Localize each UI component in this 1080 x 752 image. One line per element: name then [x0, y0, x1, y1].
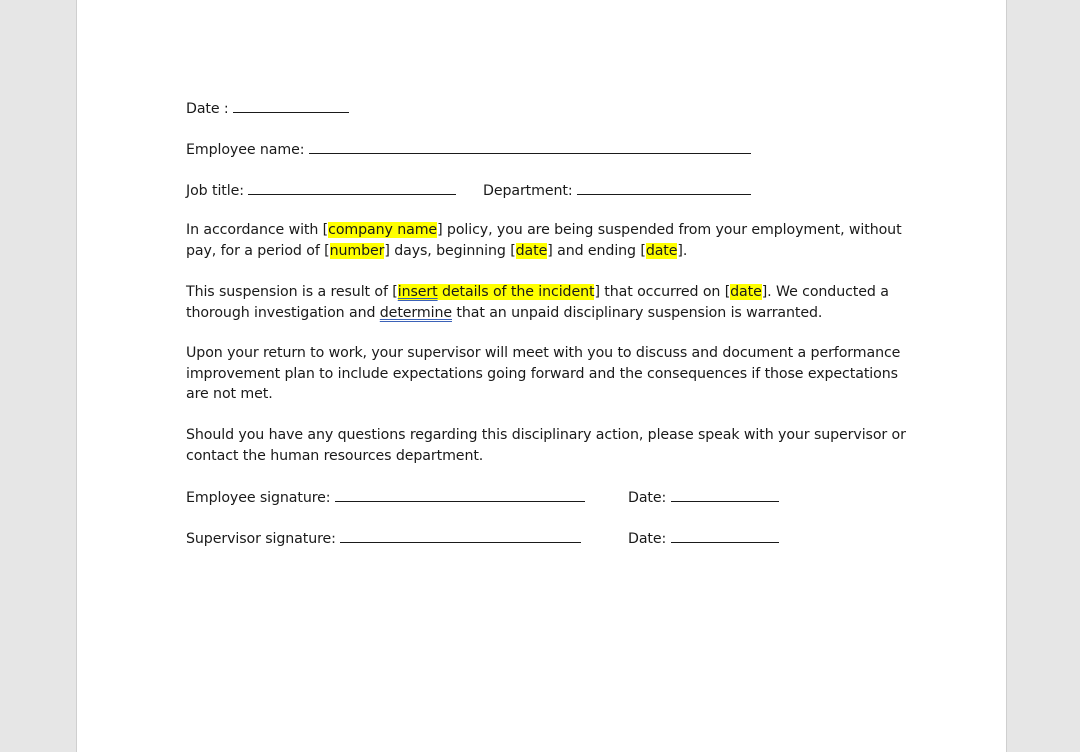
- employee-signature-label: Employee signature:: [186, 490, 331, 506]
- employee-name-row: [186, 139, 751, 161]
- placeholder-incident-rest: details of the incident: [437, 284, 595, 300]
- employee-signature-row: [186, 487, 906, 509]
- p1-text-5: ].: [677, 242, 688, 259]
- date-row: [186, 98, 349, 120]
- p2-text-1: This suspension is a result of [: [186, 284, 398, 300]
- placeholder-end-date: date: [645, 242, 678, 259]
- employee-signature-date-blank[interactable]: [671, 487, 779, 502]
- placeholder-start-date: date: [515, 242, 548, 259]
- employee-signature-date-label: Date:: [628, 490, 667, 506]
- date-blank[interactable]: [233, 98, 349, 113]
- supervisor-signature-label: Supervisor signature:: [186, 531, 336, 547]
- department-group: [483, 180, 751, 202]
- document-page: [76, 0, 1007, 752]
- paragraph-suspension-terms: [186, 220, 906, 261]
- placeholder-number: number: [329, 242, 385, 259]
- department-blank[interactable]: [577, 180, 751, 195]
- placeholder-incident-date: date: [730, 284, 762, 300]
- supervisor-signature-blank[interactable]: [340, 528, 581, 543]
- supervisor-signature-date-group: [628, 528, 779, 550]
- date-label: Date :: [186, 101, 229, 117]
- employee-name-label: Employee name:: [186, 142, 305, 158]
- paragraph-incident: [186, 282, 906, 323]
- supervisor-signature-date-blank[interactable]: [671, 528, 779, 543]
- employee-signature-blank[interactable]: [335, 487, 585, 502]
- paragraph-return-to-work: Upon your return to work, your supervisor will meet with you to discuss and document a performance improvement plan to include expectations going forward and the consequences if those expectations are not met.: [186, 345, 901, 403]
- employee-signature-date-group: [628, 487, 779, 509]
- employee-name-blank[interactable]: [309, 139, 751, 154]
- p1-text-4: ] and ending [: [547, 242, 646, 259]
- job-title-blank[interactable]: [248, 180, 456, 195]
- placeholder-company-name: company name: [328, 222, 438, 238]
- placeholder-incident-details: [398, 284, 595, 300]
- placeholder-incident-word: insert: [397, 284, 438, 300]
- job-title-label: Job title:: [186, 183, 244, 199]
- p2-text-4: that an unpaid disciplinary suspension is warranted.: [451, 304, 823, 321]
- p1-text-1: In accordance with [: [186, 222, 329, 238]
- p1-text-2: ] policy, you are being suspended from your employment, without pay, for a period of [: [186, 222, 902, 259]
- supervisor-signature-row: [186, 528, 906, 550]
- job-title-row: [186, 180, 906, 202]
- paragraph-questions: Should you have any questions regarding this disciplinary action, please speak with your supervisor or contact the human resources department.: [186, 427, 906, 464]
- grammar-flag-determine: determine: [379, 304, 452, 321]
- p1-text-3: ] days, beginning [: [384, 242, 516, 259]
- supervisor-signature-date-label: Date:: [628, 531, 667, 547]
- department-label: Department:: [483, 183, 573, 199]
- p2-text-3: ]. We conducted a thorough investigation and: [186, 284, 889, 321]
- p2-text-2: ] that occurred on [: [594, 284, 731, 300]
